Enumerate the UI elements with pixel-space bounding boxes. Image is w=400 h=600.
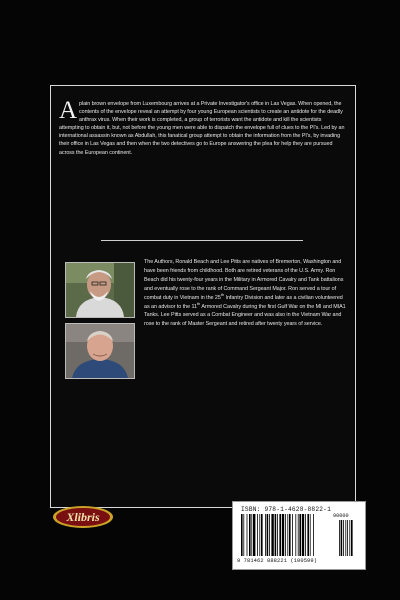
superscript-th-2: th bbox=[197, 300, 201, 306]
divider-line bbox=[101, 240, 303, 241]
synopsis-blurb bbox=[59, 97, 347, 157]
author-photo-ronald-beach bbox=[65, 262, 135, 318]
back-cover-frame bbox=[50, 85, 356, 508]
author-bio bbox=[144, 258, 347, 329]
author-bio-part1: The Authors, Ronald Beach and Lee Pitts are natives of Bremerton, Washington and have been friends from childhood. Both are retired veterans of the U.S. Army. Ron Beach did his twenty-four years in the Military in Armored Cavalry and Tank battalions and eventually rose to the rank of Command Sergeant Major. Ron served a tour of combat duty in Vietnam in the 25 bbox=[144, 259, 344, 301]
drop-cap: A bbox=[59, 97, 78, 124]
author-bio-part3: Armored Cavalry during the first Gulf War on the MI and MIA1 Tanks. Lee Pitts served as a Combat Engineer and was also in the Vietnam War and rose to the rank of Master Sergeant and retired after twenty years of service. bbox=[144, 303, 346, 328]
price-code: 90000 bbox=[333, 513, 349, 519]
isbn-text: ISBN: 978-1-4628-8822-1 bbox=[241, 506, 332, 513]
author-bio-part2: Infantry Division and later as a civilian volunteered as an advisor to the 11 bbox=[144, 294, 343, 310]
barcode-bars bbox=[241, 514, 361, 558]
publisher-name: Xlibris bbox=[66, 510, 100, 524]
xlibris-logo bbox=[52, 505, 114, 529]
superscript-th-1: th bbox=[220, 291, 225, 297]
author-photo-lee-pitts bbox=[65, 323, 135, 379]
synopsis-text: plain brown envelope from Luxembourg arrives at a Private Investigator's office in Las Vegas. When opened, the contents of the envelope reveal an attempt by four young European scientists to create an antidote for the deadly anthrax virus. When their work is completed, a group of terrorists want the antidote and kill the scientists attempting to obtain it, but, not before the young men were able to dispatch the envelope full of clues to the PI's. Led by an international assassin known as Abdullah, this fanatical group attempt to obtain the information from the PI's, by invading their office in Las Vegas and then when the two detectives go to Europe answering the plea for help they are pursued across the European continent. bbox=[59, 101, 345, 156]
barcode-number: 9 781462 888221 (100599) bbox=[237, 558, 318, 564]
barcode-panel bbox=[232, 501, 366, 570]
